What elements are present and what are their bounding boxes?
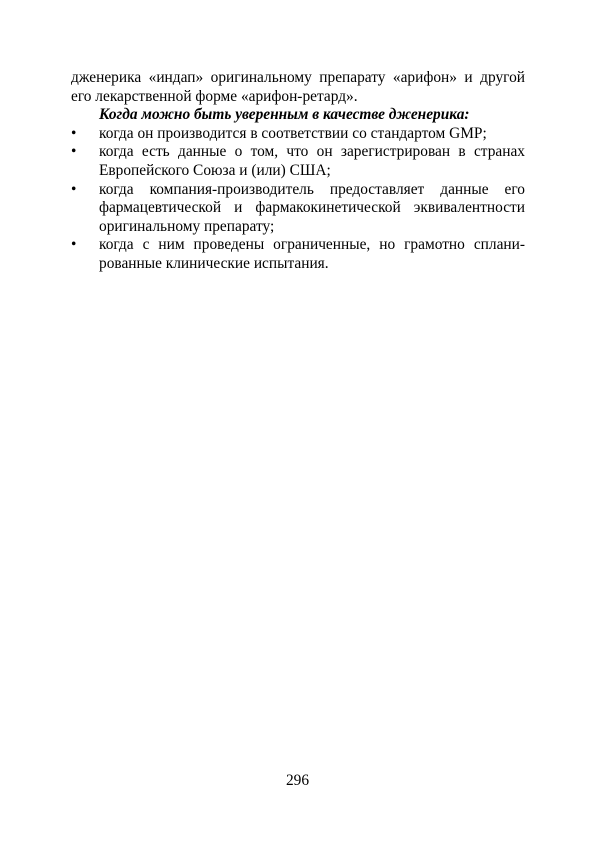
intro-paragraph: дженерика «индап» оригинальному препарату «арифон» и другой его лекарственной форме «арифон-ретард». [71, 69, 525, 105]
list-item [71, 143, 525, 180]
bullet-marker: • [71, 143, 77, 161]
section-heading: Когда можно быть уверенным в качестве дженерика: [99, 106, 470, 124]
list-item-text: когда с ним проведены ограниченные, но грамотно сплани-рованные клинические испытания. [99, 236, 525, 272]
page-number: 296 [285, 772, 310, 789]
bullet-marker: • [71, 236, 77, 254]
list-item-text: когда он производится в соответствии со стандартом GMP; [99, 124, 487, 142]
bullet-list [71, 125, 525, 274]
page-body [71, 69, 525, 274]
list-item [71, 236, 525, 273]
bullet-marker: • [71, 124, 77, 142]
bullet-marker: • [71, 180, 77, 198]
list-item-text: когда компания-производитель предоставляет данные его фармацевтической и фармакокинетической эквивалентности оригинальному препарату; [99, 180, 525, 235]
list-item [71, 181, 525, 237]
list-item-text: когда есть данные о том, что он зарегистрирован в странах Европейского Союза и (или) США; [99, 143, 525, 179]
list-item [71, 125, 525, 144]
